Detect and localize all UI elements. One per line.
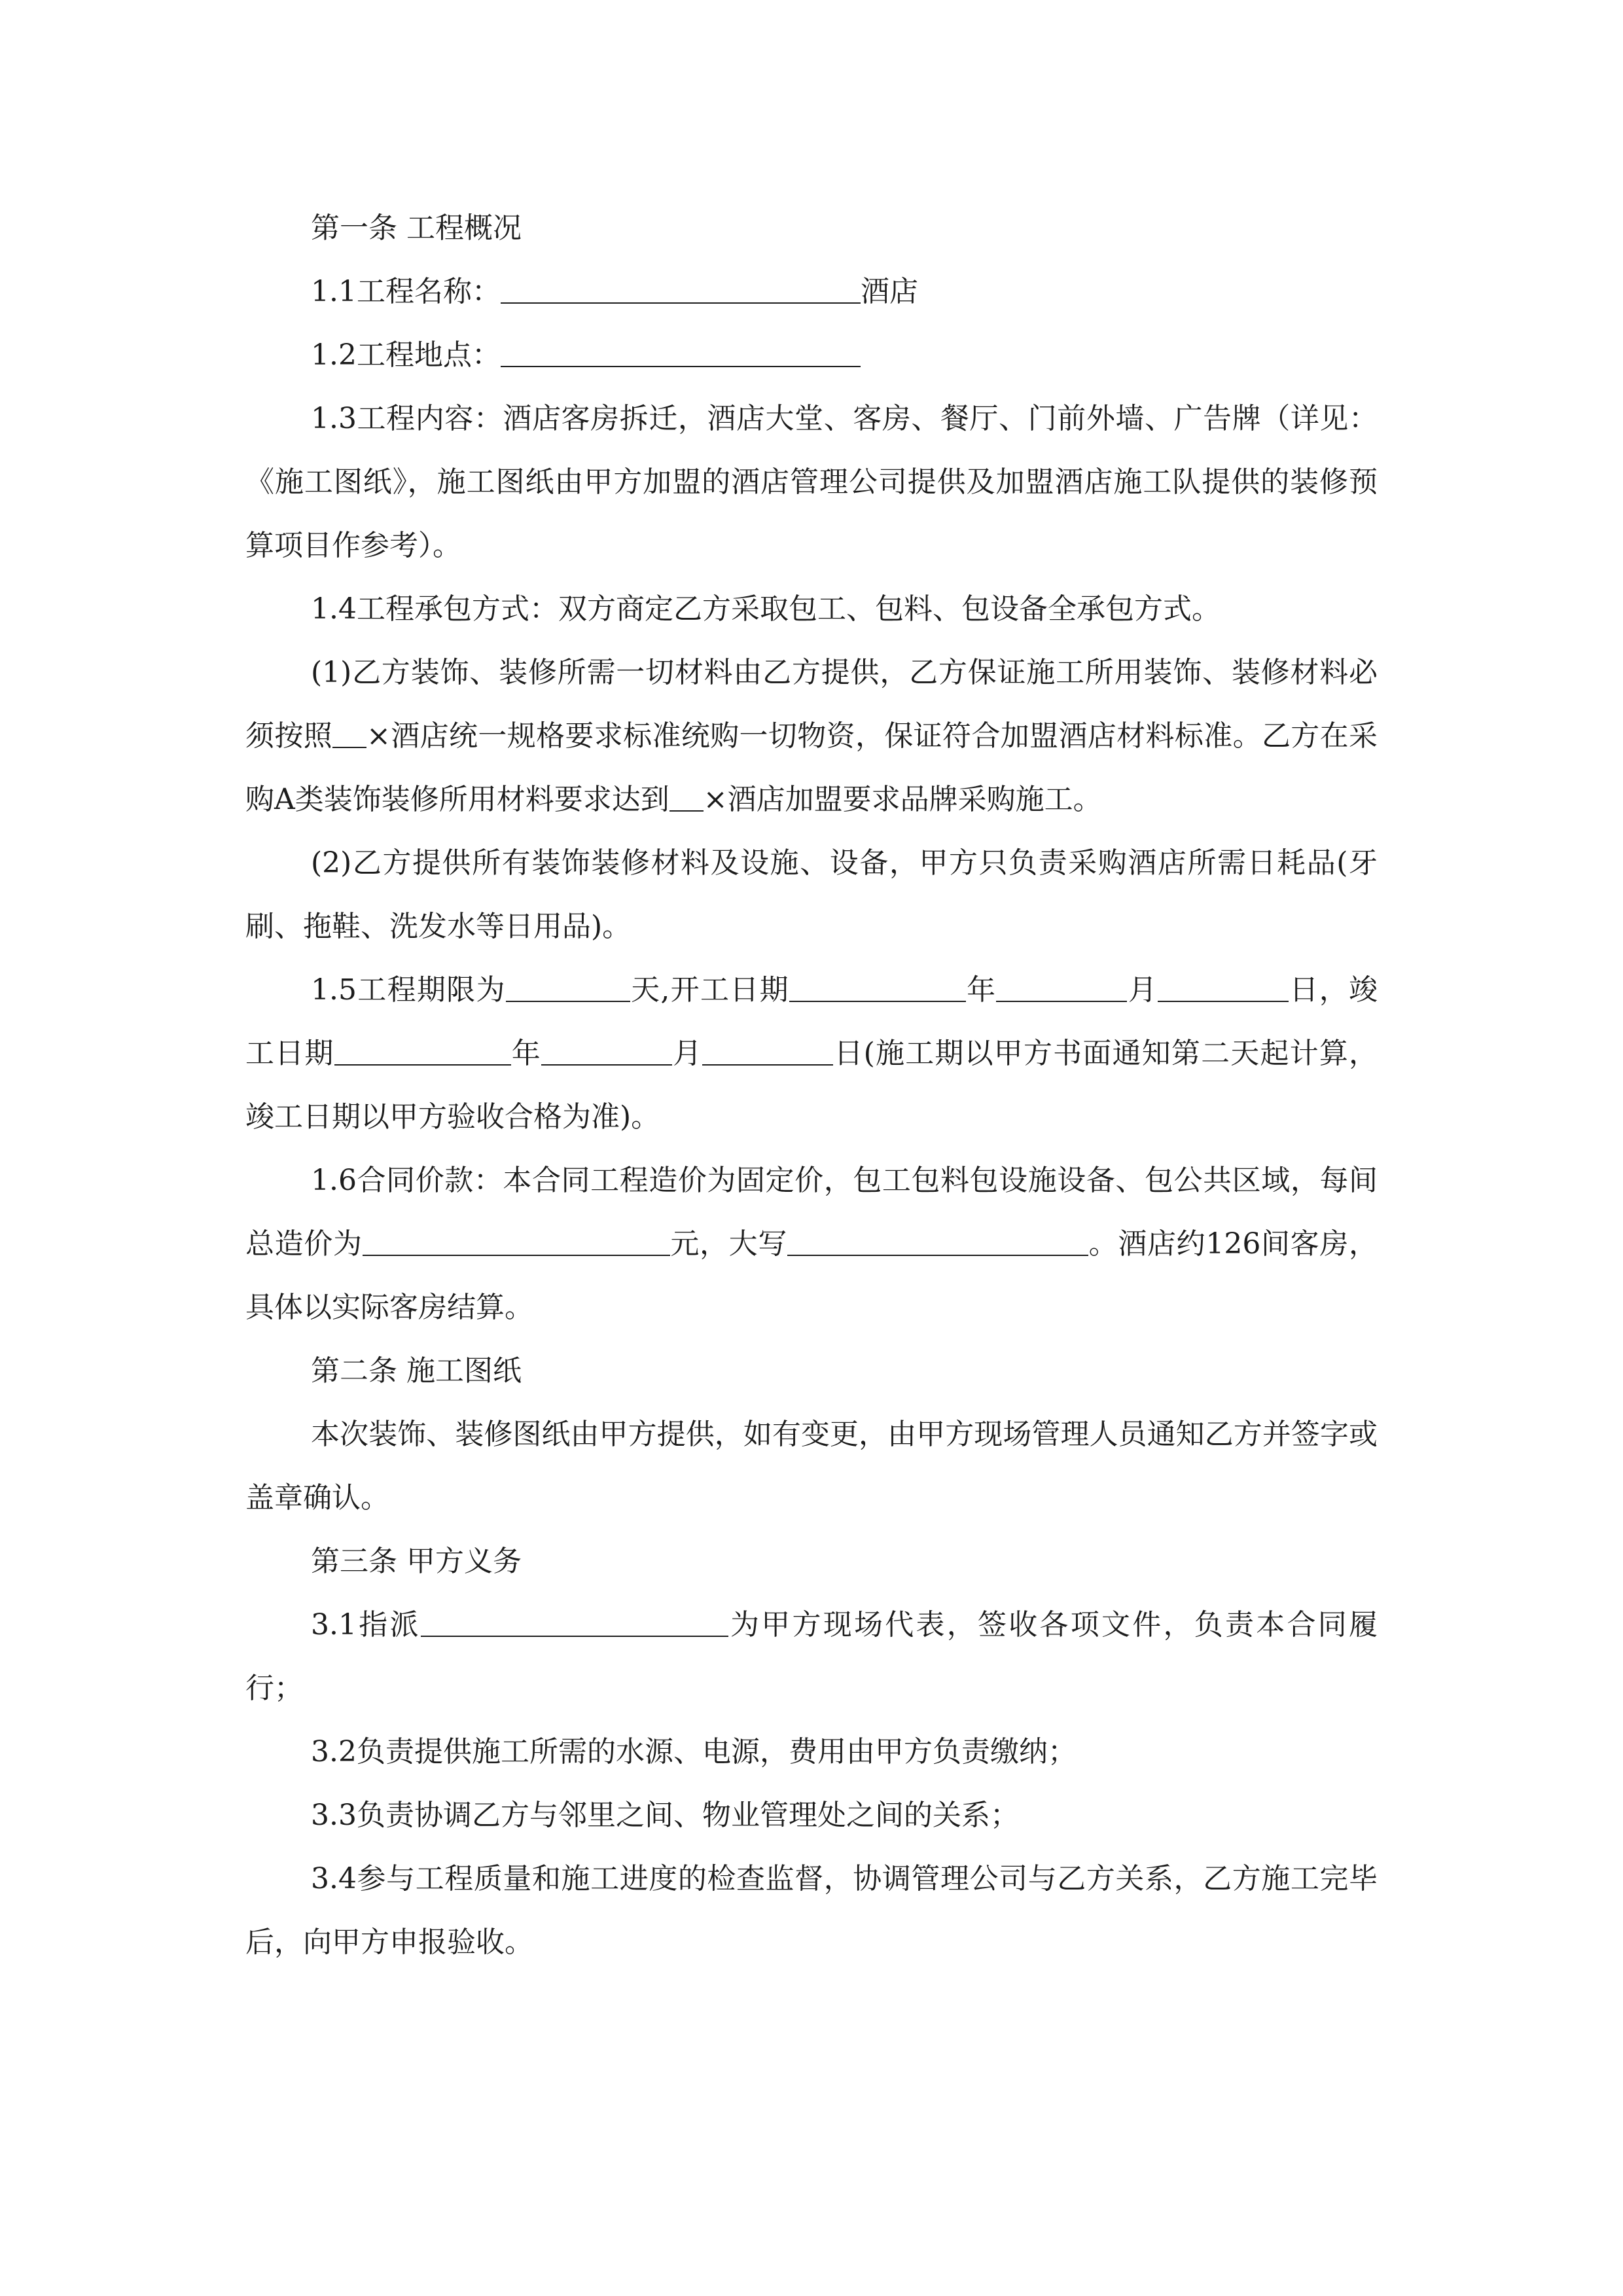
end-month-blank[interactable] <box>541 1037 672 1066</box>
clause-1-5: 1.5工程期限为 天,开工日期 年 月 日，竣工日期 年 月 日(施工期以甲方书面通知第二天起计算，竣工日期以甲方验收合格为准)。 <box>245 973 1378 1134</box>
clause-1-1: 1.1工程名称： 酒店 <box>311 275 918 308</box>
clause-1-4-item-2: (2)乙方提供所有装饰装修材料及设施、设备，甲方只负责采购酒店所需日耗品(牙刷、拖鞋、洗发水等日用品)。 <box>245 846 1378 943</box>
duration-days-blank[interactable] <box>506 973 630 1002</box>
price-in-words-blank[interactable] <box>787 1227 1088 1256</box>
clause-1-6: 1.6合同价款：本合同工程造价为固定价，包工包料包设施设备、包公共区域，每间总造价为 元，大写 。酒店约126间客房，具体以实际客房结算。 <box>245 1164 1378 1324</box>
clause-1-4: 1.4工程承包方式：双方商定乙方采取包工、包料、包设备全承包方式。 <box>311 592 1221 626</box>
clause-1-3: 1.3工程内容：酒店客房拆迁，酒店大堂、客房、餐厅、门前外墙、广告牌（详见：《施工图纸》，施工图纸由甲方加盟的酒店管理公司提供及加盟酒店施工队提供的装修预算项目作参考）。 <box>245 402 1378 562</box>
project-location-blank[interactable] <box>501 338 861 367</box>
start-year-blank[interactable] <box>789 973 966 1002</box>
project-name-blank[interactable] <box>501 275 861 304</box>
article-3-heading: 第三条 甲方义务 <box>311 1545 522 1578</box>
clause-3-4: 3.4参与工程质量和施工进度的检查监督，协调管理公司与乙方关系，乙方施工完毕后，向甲方申报验收。 <box>245 1862 1378 1959</box>
end-year-blank[interactable] <box>334 1037 511 1066</box>
price-amount-blank[interactable] <box>363 1227 670 1256</box>
clause-1-2: 1.2工程地点： <box>245 323 1378 387</box>
article-2-body: 本次装饰、装修图纸由甲方提供，如有变更，由甲方现场管理人员通知乙方并签字或盖章确认。 <box>245 1418 1378 1515</box>
clause-1-4-item-1: (1)乙方装饰、装修所需一切材料由乙方提供，乙方保证施工所用装饰、装修材料必须按照 ×酒店统一规格要求标准统购一切物资，保证符合加盟酒店材料标准。乙方在采购A类装饰装修所用材料要求达到 ×酒店加盟要求品牌采购施工。 <box>245 656 1378 816</box>
hotel-brand-blank-1[interactable] <box>332 719 366 748</box>
article-2-heading: 第二条 施工图纸 <box>311 1354 522 1388</box>
start-day-blank[interactable] <box>1158 973 1289 1002</box>
end-day-blank[interactable] <box>702 1037 833 1066</box>
clause-3-3: 3.3负责协调乙方与邻里之间、物业管理处之间的关系； <box>311 1799 1019 1832</box>
clause-3-1: 3.1指派 为甲方现场代表，签收各项文件，负责本合同履行； <box>245 1608 1378 1705</box>
start-month-blank[interactable] <box>996 973 1127 1002</box>
clause-3-2: 3.2负责提供施工所需的水源、电源，费用由甲方负责缴纳； <box>311 1735 1077 1768</box>
site-representative-blank[interactable] <box>421 1608 728 1637</box>
contract-body <box>245 196 1378 1974</box>
hotel-brand-blank-2[interactable] <box>669 783 704 812</box>
article-1-heading: 第一条 工程概况 <box>311 211 522 245</box>
